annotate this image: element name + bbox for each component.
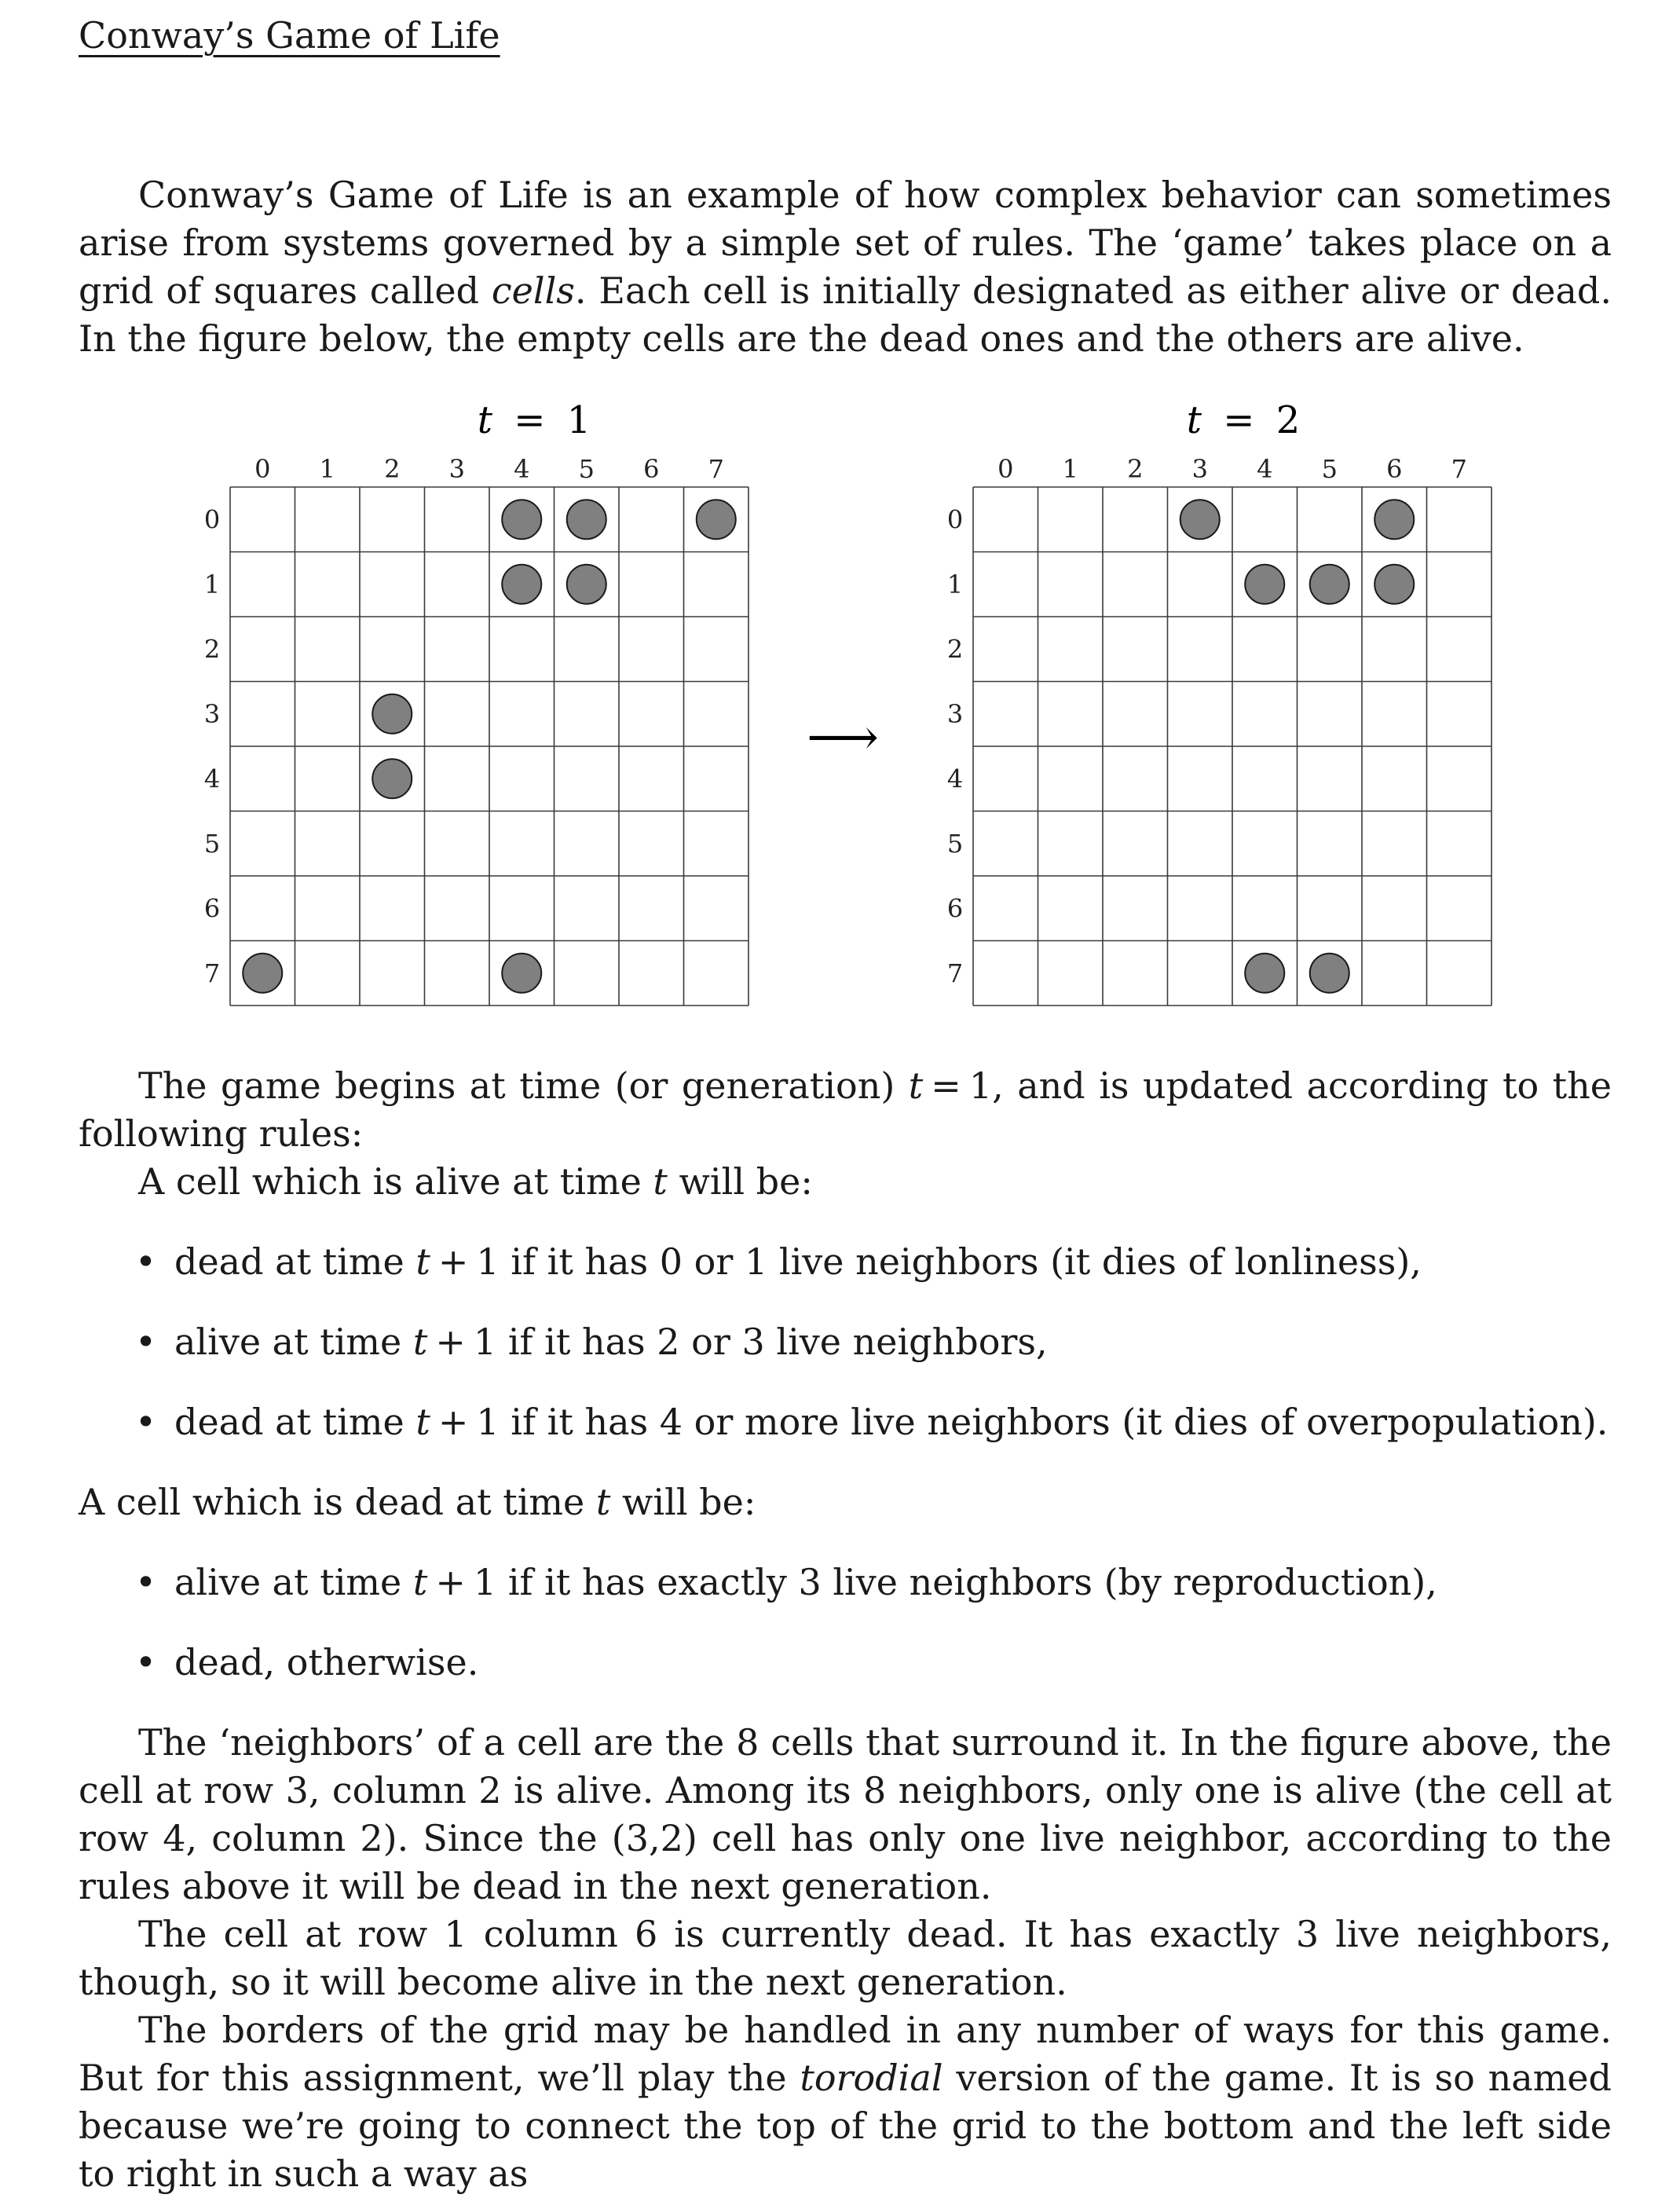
rule-tail: if it has 4 or more live neighbors (it dies of overpopulation). [499, 1401, 1609, 1443]
rule-text: alive at time [174, 1561, 413, 1603]
grid1-row-label: 1 [203, 569, 221, 599]
grid1-row-label: 3 [203, 698, 221, 729]
grid1-col-label: 6 [643, 454, 660, 484]
grid2-col-label: 6 [1386, 454, 1403, 484]
alive-rule-3 [135, 1398, 1608, 1446]
transition-arrow: ⟶ [807, 709, 879, 767]
rule-text: dead at time [174, 1240, 416, 1283]
grid2-live-cell [1245, 565, 1284, 604]
grid1-time-rel: = [514, 398, 546, 442]
grid2-col-label: 1 [1062, 454, 1078, 484]
dead-rule-2 [135, 1639, 478, 1687]
grid2-col-label: 2 [1127, 454, 1144, 484]
grid1-col-label: 0 [254, 454, 271, 484]
grid2-row-label: 7 [946, 958, 964, 988]
rule-op: + [437, 1240, 469, 1283]
rule-tail: if it has 2 or 3 live neighbors, [496, 1321, 1048, 1363]
grid2-time-var: t [1186, 398, 1202, 442]
grid2-col-label: 3 [1191, 454, 1208, 484]
alive-rule-1 [135, 1238, 1422, 1286]
grid1-row-label: 4 [203, 764, 221, 794]
rules-intro-rel: = [931, 1064, 961, 1107]
grid2-live-cell [1245, 954, 1284, 993]
grid1-col-label: 5 [578, 454, 595, 484]
dead-heading-tail: will be: [610, 1481, 756, 1523]
grid1-row-label: 0 [203, 504, 221, 535]
grid2-row-label: 4 [946, 764, 964, 794]
grid1-col-label: 2 [384, 454, 401, 484]
rules-intro-text-2: , and is updated according to the following rules: [79, 1064, 1612, 1155]
grid1-live-cell [243, 954, 282, 993]
page-title: Conway’s Game of Life [79, 14, 500, 57]
borders-text-2: version of the game. It is so named because we’re going to connect the top of the grid to the bottom and the left side to right in such a way as [79, 2057, 1612, 2195]
grid2-col-label: 7 [1451, 454, 1467, 484]
alive-heading-var: t [653, 1160, 668, 1203]
rule-tail: if it has 0 or 1 live neighbors (it dies of lonliness), [499, 1240, 1422, 1283]
grid1-row-label: 5 [203, 828, 221, 859]
grid2-col-label: 4 [1257, 454, 1273, 484]
grid1-row-label: 7 [203, 958, 221, 988]
rules-intro-text-1: The game begins at time (or generation) [138, 1064, 909, 1107]
dead-heading-var: t [595, 1481, 611, 1523]
grid1-live-cell [567, 565, 606, 604]
rules-intro-var: t [908, 1064, 924, 1107]
grid2-time-label [1187, 398, 1301, 442]
bullet-point: • [135, 1561, 157, 1603]
rule-tail: if it has exactly 3 live neighbors (by reproduction), [496, 1561, 1437, 1603]
alive-heading-text: A cell which is alive at time [138, 1160, 653, 1203]
grid1-col-label: 3 [448, 454, 465, 484]
rule-text: alive at time [174, 1321, 413, 1363]
grid2-live-cell [1310, 954, 1349, 993]
grid2-live-cell [1180, 500, 1220, 539]
grid2-row-label: 0 [946, 504, 964, 535]
rule-num: 1 [476, 1401, 500, 1443]
borders-text-1: The borders of the grid may be handled in any number of ways for this game. But for this assignment, we’ll play the [79, 2009, 1612, 2099]
game-figure [0, 0, 1680, 1037]
grid1-row-label: 6 [203, 893, 221, 924]
grid1-live-cell [697, 500, 736, 539]
grid1-live-cell [567, 500, 606, 539]
bullet-point: • [135, 1641, 157, 1683]
intro-text-1: Conway’s Game of Life is an example of how complex behavior can sometimes arise from systems governed by a simple set of rules. The ‘game’ takes place on a grid of squares called [79, 174, 1612, 312]
dead-cell-paragraph: The cell at row 1 column 6 is currently dead. It has exactly 3 live neighbors, though, so it will become alive in the next generation. [79, 1913, 1612, 2003]
grid1-row-label: 2 [203, 634, 221, 665]
grid2-live-cell [1310, 565, 1349, 604]
rule-text: dead at time [174, 1401, 416, 1443]
grid2-col-label: 0 [997, 454, 1014, 484]
bullet-point: • [135, 1240, 157, 1283]
grid1-live-cell [502, 954, 541, 993]
grid2-time-rel: = [1223, 398, 1255, 442]
grid1-col-label: 4 [514, 454, 530, 484]
rule-op: + [437, 1401, 469, 1443]
alive-heading-tail: will be: [667, 1160, 813, 1203]
cells-term: cells [491, 269, 575, 312]
grid2-row-label: 5 [946, 828, 964, 859]
rule-var: t [412, 1321, 428, 1363]
rule-num: 1 [473, 1321, 497, 1363]
rule-num: 1 [476, 1240, 500, 1283]
rule-var: t [412, 1561, 428, 1603]
alive-heading [138, 1158, 813, 1206]
intro-text-2: . Each cell is initially designated as either alive or dead. In the figure below, the empty cells are the dead ones and the others are alive. [79, 269, 1612, 360]
grid2-row-label: 1 [946, 569, 964, 599]
grid1-live-cell [502, 500, 541, 539]
rule-op: + [435, 1321, 466, 1363]
dead-heading-text: A cell which is dead at time [79, 1481, 596, 1523]
grid2-row-label: 2 [946, 634, 964, 665]
bullet-point: • [135, 1401, 157, 1443]
grid2-row-label: 6 [946, 893, 964, 924]
dead-rule-1 [135, 1559, 1437, 1606]
borders-paragraph [79, 2006, 1612, 2198]
grid1-time-label [478, 398, 591, 442]
grid1-time-val: 1 [566, 398, 591, 442]
torodial-term: torodial [800, 2057, 943, 2099]
rule-num: 1 [473, 1561, 497, 1603]
rule-var: t [415, 1401, 430, 1443]
grid-t2 [947, 454, 1492, 1006]
alive-rule-2 [135, 1318, 1048, 1366]
grid2-col-label: 5 [1321, 454, 1338, 484]
rules-intro-paragraph [79, 1062, 1612, 1158]
rules-intro-val: 1 [968, 1064, 993, 1107]
rule-op: + [435, 1561, 466, 1603]
grid2-row-label: 3 [946, 698, 964, 729]
grid1-col-label: 7 [708, 454, 724, 484]
dead-heading [79, 1478, 756, 1526]
rule-var: t [415, 1240, 430, 1283]
grid1-time-var: t [477, 398, 492, 442]
grid2-live-cell [1374, 565, 1414, 604]
grid1-live-cell [502, 565, 541, 604]
grid2-time-val: 2 [1276, 398, 1301, 442]
neighbors-paragraph: The ‘neighbors’ of a cell are the 8 cells that surround it. In the figure above, the cell at row 3, column 2 is alive. Among its 8 neighbors, only one is alive (the cell at row 4, column 2). Since the (3,2) cell has only one live neighbor, according to the rules above it will be dead in the next generation. [79, 1721, 1612, 1907]
grid1-col-label: 1 [319, 454, 335, 484]
grid2-live-cell [1374, 500, 1414, 539]
grid-t1 [204, 454, 748, 1006]
rule-text: dead, otherwise. [174, 1641, 479, 1683]
bullet-point: • [135, 1321, 157, 1363]
grid1-live-cell [372, 694, 412, 734]
grid1-live-cell [372, 759, 412, 798]
